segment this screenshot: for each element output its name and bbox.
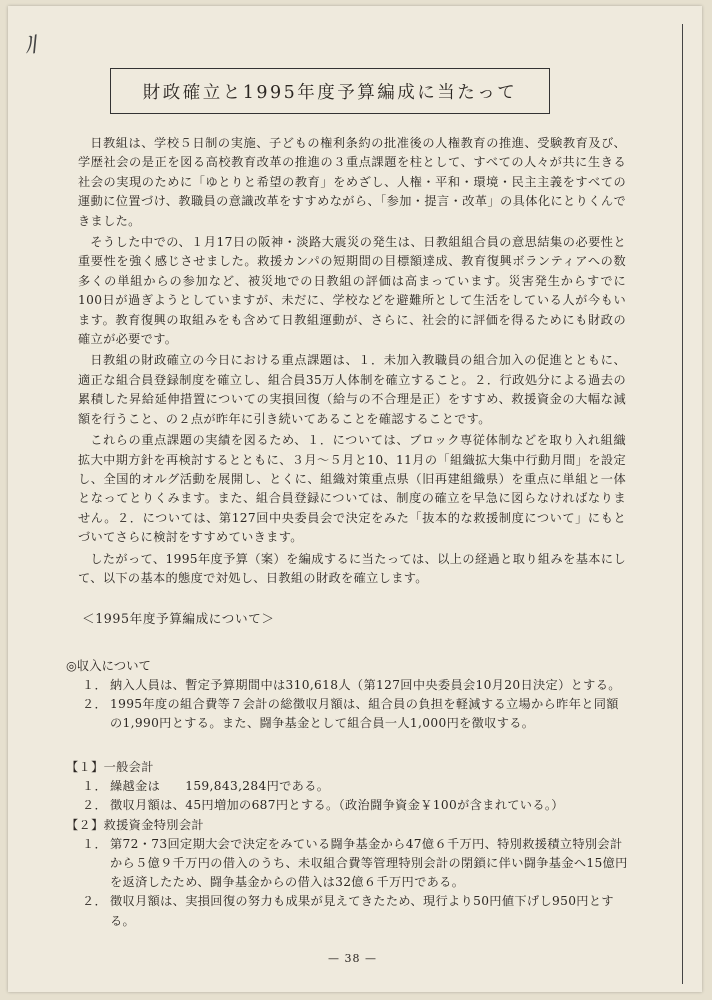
list-item bbox=[82, 695, 630, 733]
paragraph: そうした中での、１月17日の阪神・淡路大震災の発生は、日教組組合員の意思結集の必要性と重要性を強く感じさせました。救援カンパの短期間の目標額達成、教育復興ボランティアへの数多くの単組からの参加など、被災地での日教組の評価は高まっています。災害発生からすでに100日が過ぎようとしていますが、未だに、学校などを避難所として生活をしている人が今もいます。教育復興の取組みをも含めて日教組運動が、さらに、社会的に評価を得るためにも財政の確立が必要です。 bbox=[78, 235, 626, 347]
paragraph: 日教組は、学校５日制の実施、子どもの権利条約の批准後の人権教育の推進、受験教育及び、学歴社会の是正を図る高校教育改革の推進の３重点課題を柱として、すべての人々が共に生きる社会の実現のために「ゆとりと希望の教育」をめざし、人権・平和・環境・民主主義をすべての運動に位置づけ、教職員の意識改革をすすめながら、「参加・提言・改革」の具体化にとりくんできました。 bbox=[78, 136, 626, 228]
item-number: １． bbox=[82, 678, 108, 692]
page-number: — 38 — bbox=[328, 952, 377, 965]
title-box bbox=[110, 68, 550, 114]
income-heading: ◎収入について bbox=[66, 658, 151, 673]
list-item bbox=[82, 892, 630, 930]
item-text: 納入人員は、暫定予算期間中は310,618人（第127回中央委員会10月20日決定）とする。 bbox=[110, 678, 621, 692]
document-page bbox=[8, 6, 702, 992]
paragraph: これらの重点課題の実績を図るため、１．については、ブロック専従体制などを取り入れ組織拡大中期方針を再検討するとともに、３月～５月と10、11月の「組織拡大集中行動月間」を設定し、全国的オルグ活動を展開し、とくに、組織対策重点県（旧再建組織県）を重点に単組と一体となってとりくみます。また、組合員登録については、制度の確立を早急に図らなければなりません。２．については、第127回中央委員会で決定をみた「抜本的な救援制度について」にもとづいてさらに検討をすすめていきます。 bbox=[78, 433, 626, 545]
margin-rule bbox=[682, 24, 683, 984]
general-account bbox=[66, 758, 630, 931]
list-item bbox=[82, 796, 630, 815]
income-list bbox=[82, 676, 630, 734]
item-number: ２． bbox=[82, 894, 108, 909]
relief-account-list bbox=[66, 835, 630, 931]
list-item bbox=[82, 777, 630, 796]
item-text: 第72・73回定期大会で決定をみている闘争基金から47億６千万円、特別救援積立特別会計から５億９千万円の借入のうち、未収組合費等管理特別会計の閉鎖に伴い闘争基金へ15億円を返済したため、闘争基金からの借入は32億６千万円である。 bbox=[110, 836, 628, 890]
budget-section-heading: ＜1995年度予算編成について＞ bbox=[82, 611, 275, 626]
item-number: ２． bbox=[82, 697, 108, 712]
paragraph: 日教組の財政確立の今日における重点課題は、１．未加入教職員の組合加入の促進とともに、適正な組合員登録制度を確立し、組合員35万人体制を確立すること。２．行政処分による過去の累積した昇給延伸措置についての実損回復（給与の不合理是正）をすすめ、救援資金の大幅な減額を行うこと、の２点が昨年に引き続いてあることを確認することです。 bbox=[78, 353, 626, 426]
intro-text bbox=[78, 134, 626, 590]
paragraph: したがって、1995年度予算（案）を編成するに当たっては、以上の経過と取り組みを基本にして、以下の基本的態度で対処し、日教組の財政を確立します。 bbox=[78, 551, 626, 585]
general-account-heading: 【１】一般会計 bbox=[66, 760, 154, 774]
general-account-list bbox=[66, 777, 630, 815]
item-text: 徴収月額は、45円増加の687円とする。（政治闘争資金￥100が含まれている。） bbox=[110, 798, 564, 813]
item-text: 繰越金は 159,843,284円である。 bbox=[110, 779, 330, 794]
list-item bbox=[82, 676, 630, 695]
item-text: 徴収月額は、実損回復の努力も成果が見えてきたため、現行より50円値下げし950円とする。 bbox=[110, 894, 614, 928]
item-number: １． bbox=[82, 836, 108, 851]
item-number: ２． bbox=[82, 798, 108, 813]
item-number: １． bbox=[82, 779, 108, 794]
item-text: 1995年度の組合費等７会計の総徴収月額は、組合員の負担を軽減する立場から昨年と同額の1,990円とする。また、闘争基金として組合員一人1,000円を徴収する。 bbox=[110, 697, 619, 731]
handwritten-mark: ﾉ/ bbox=[21, 32, 38, 59]
relief-account-heading: 【２】救援資金特別会計 bbox=[66, 817, 204, 832]
list-item bbox=[82, 835, 630, 893]
page-title: 財政確立と1995年度予算編成に当たって bbox=[142, 82, 518, 103]
